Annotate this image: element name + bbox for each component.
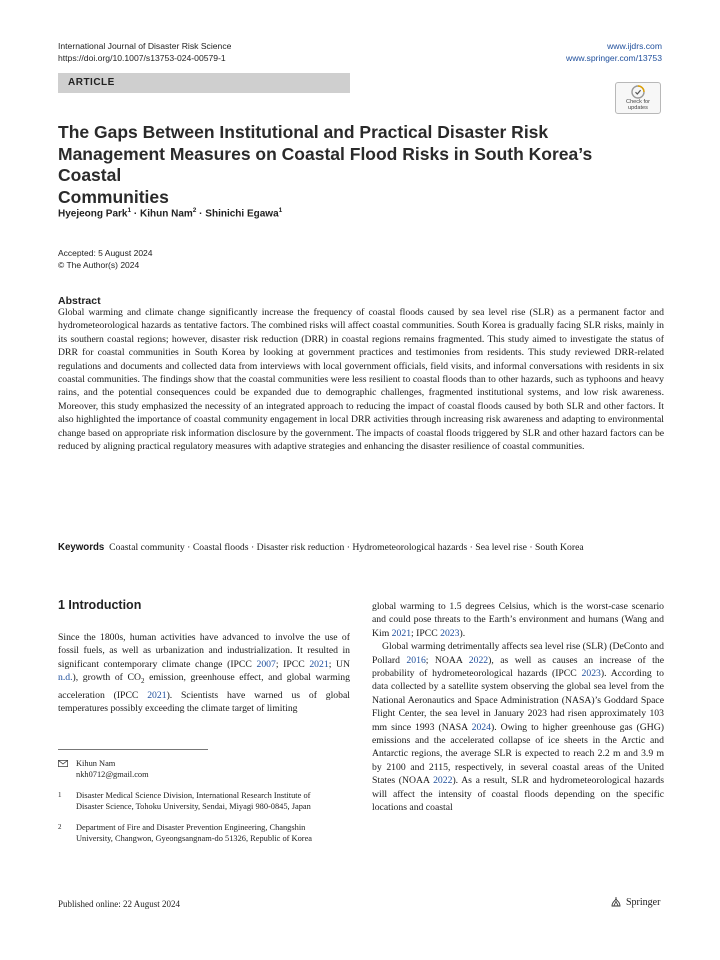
text-run: ). Scientists have warned us of global temperatures possibly exceeding the climate target of limiting — [58, 689, 350, 714]
affiliation-1 — [58, 790, 338, 813]
abstract-heading: Abstract — [58, 295, 101, 307]
section-heading-introduction: 1 Introduction — [58, 598, 142, 612]
intro-paragraph — [58, 631, 350, 715]
journal-name: International Journal of Disaster Risk Science — [58, 41, 232, 51]
title-line: The Gaps Between Institutional and Practical Disaster Risk — [58, 122, 549, 142]
author-affiliation: 1 — [127, 207, 132, 214]
publisher-logo — [610, 896, 660, 908]
text-run: ). Owing to higher greenhouse gas (GHG) emissions and the accelerated collapse of ice sheets in the Arctic and Antarctic regions, the average SLR is expected to reach 2.2 m and 3.9 m by 2100 and 2115, respectively, in several coastal areas of the United States (NOAA — [372, 721, 664, 787]
intro-right-column — [372, 600, 664, 815]
citation-link[interactable]: 2007 — [256, 658, 276, 670]
check-for-updates-line1: Check for — [626, 99, 650, 105]
citation-link[interactable]: 2023 — [581, 668, 601, 680]
article-type-bar: ARTICLE — [58, 73, 350, 93]
citation-link[interactable]: n.d. — [58, 672, 73, 684]
check-for-updates-icon — [631, 85, 645, 99]
journal-urls — [566, 40, 662, 64]
citation-link[interactable]: 2023 — [440, 627, 460, 639]
footnote-divider — [58, 749, 208, 750]
author-name[interactable]: Kihun Nam — [140, 208, 193, 220]
text-run: ), growth of CO — [72, 672, 141, 684]
journal-header — [58, 40, 231, 64]
check-for-updates-line2: updates — [628, 105, 648, 112]
author-affiliation: 1 — [278, 207, 283, 214]
citation-link[interactable]: 2022 — [468, 654, 489, 666]
affiliation-mark: 1 — [58, 790, 62, 799]
corresponding-author — [58, 758, 338, 781]
contact-block — [76, 758, 338, 781]
title-line: Management Measures on Coastal Flood Risks in South Korea’s Coastal — [58, 143, 593, 185]
title-line: Communities — [58, 186, 169, 207]
affiliation-text: Disaster Medical Science Division, International Research Institute of Disaster Science, Tohoku University, Sendai, Miyagi 980-0845, Japan — [76, 790, 311, 812]
text-run: ; IPCC — [411, 627, 441, 639]
affiliation-2 — [58, 822, 338, 845]
citation-link[interactable]: 2024 — [471, 721, 491, 733]
intro-paragraph — [372, 600, 664, 640]
text-run: emission, greenhouse effect, and global warming acceleration (IPCC — [58, 672, 350, 701]
keywords-list: Coastal community · Coastal floods · Disaster risk reduction · Hydrometeorological hazards · Sea level rise · South Korea — [109, 542, 584, 553]
envelope-icon — [58, 758, 76, 781]
affiliation-mark: 2 — [58, 822, 62, 831]
citation-link[interactable]: 2022 — [433, 775, 453, 787]
journal-url-link[interactable]: www.ijdrs.com — [607, 41, 662, 51]
text-run: ). — [459, 627, 466, 639]
text-run: ; IPCC — [275, 658, 310, 670]
springer-logo-icon — [610, 896, 622, 908]
citation-link[interactable]: 2021 — [147, 689, 167, 701]
keywords-label: Keywords — [58, 542, 105, 553]
article-title — [58, 122, 658, 208]
author-affiliation: 2 — [192, 207, 197, 214]
copyright: © The Author(s) 2024 — [58, 260, 140, 270]
author-name[interactable]: Shinichi Egawa — [205, 208, 279, 220]
text-run: ), as well as causes an increase of the probability of hydrometeorological hazards (IPCC — [372, 654, 665, 680]
check-for-updates-label — [616, 99, 660, 111]
check-for-updates-badge[interactable] — [615, 82, 661, 114]
accepted-date: Accepted: 5 August 2024 — [58, 248, 153, 258]
text-run: ). As a result, SLR and hydrometeorological hazards will affect the intensity of coastal floods depending on the specific locations and coastal — [372, 775, 664, 814]
text-run: Global warming detrimentally affects sea level rise (SLR) (DeConto and Pollard — [372, 641, 664, 666]
footnotes — [58, 758, 338, 853]
citation-link[interactable]: 2016 — [406, 654, 426, 666]
intro-paragraph — [372, 640, 664, 814]
subscript: 2 — [140, 677, 145, 686]
citation-link[interactable]: 2021 — [309, 658, 329, 670]
contact-email-link[interactable]: nkh0712@gmail.com — [76, 770, 149, 780]
springer-url-link[interactable]: www.springer.com/13753 — [565, 53, 662, 63]
keywords — [58, 541, 664, 554]
publisher-name: Springer — [626, 896, 661, 908]
abstract-body: Global warming and climate change significantly increase the frequency of coastal floods caused by sea level rise (SLR) as a permanent factor and hydrometeorological hazards as tentative factors. The combined risks will affect coastal communities. South Korea is gradually facing SLR risks, mainly in its southern coastal regions; however, disaster risk reduction (DRR) in coastal regions remains fragmented. This study aimed to investigate the status of DRR for coastal communities in South Korea by looking at government practices and testimonies from residents. This study reviewed DRR-related regulations and documents and collected data from interviews with local government officials, field visits, and informal conversations with residents in six coastal communities. The findings show that the coastal communities were less resilient to coastal floods than to other hazards, such as typhoons and heavy rains, and the potential consequences could be expanded due to demographic challenges, fragmented institutional systems, and low risk awareness. Moreover, this study emphasized the necessity of an integrated approach to reducing the impact of coastal floods caused by both SLR and other factors. It also highlighted the importance of coastal community engagement in local DRR activities through increasing risk awareness and adapting to environmental change based on appropriate risk information disclosure by the government. The impacts of coastal floods triggered by SLR and other hazard factors can be reduced by aligning practical regulatory measures with adaptive strategies and enhancing the disaster resilience of coastal communities. — [58, 307, 664, 453]
doi-link[interactable]: https://doi.org/10.1007/s13753-024-00579-1 — [58, 53, 226, 63]
author-list — [58, 207, 282, 219]
affiliation-text: Department of Fire and Disaster Prevention Engineering, Changshin University, Changwon, Gyeongsangnam-do 51326, Republic of Korea — [76, 822, 313, 844]
author-separator: · — [196, 208, 206, 220]
intro-left-column — [58, 631, 350, 715]
contact-name: Kihun Nam — [76, 759, 116, 768]
text-run: ; NOAA — [425, 654, 469, 666]
text-run: Since the 1800s, human activities have advanced to involve the use of fossil fuels, as well as urbanization and industrialization. It resulted in significant contemporary climate change (IPCC — [58, 632, 350, 670]
author-name[interactable]: Hyejeong Park — [58, 208, 128, 220]
text-run: ; UN — [328, 658, 350, 670]
published-online-date: Published online: 22 August 2024 — [58, 899, 181, 909]
text-run: ). According to data collected by a satellite system observing the global sea level from the National Aeronautics and Space Administration (NASA)’s Goddard Space Flight Center, the sea level in January 2023 had risen approximately 103 mm since 1993 (NASA — [372, 668, 664, 733]
author-separator: · — [131, 208, 140, 220]
article-dates — [58, 247, 153, 271]
citation-link[interactable]: 2021 — [391, 627, 412, 639]
text-run: global warming to 1.5 degrees Celsius, which is the worst-case scenario and could pose threats to the Earth’s environment and humans (Wang and Kim — [372, 601, 664, 639]
